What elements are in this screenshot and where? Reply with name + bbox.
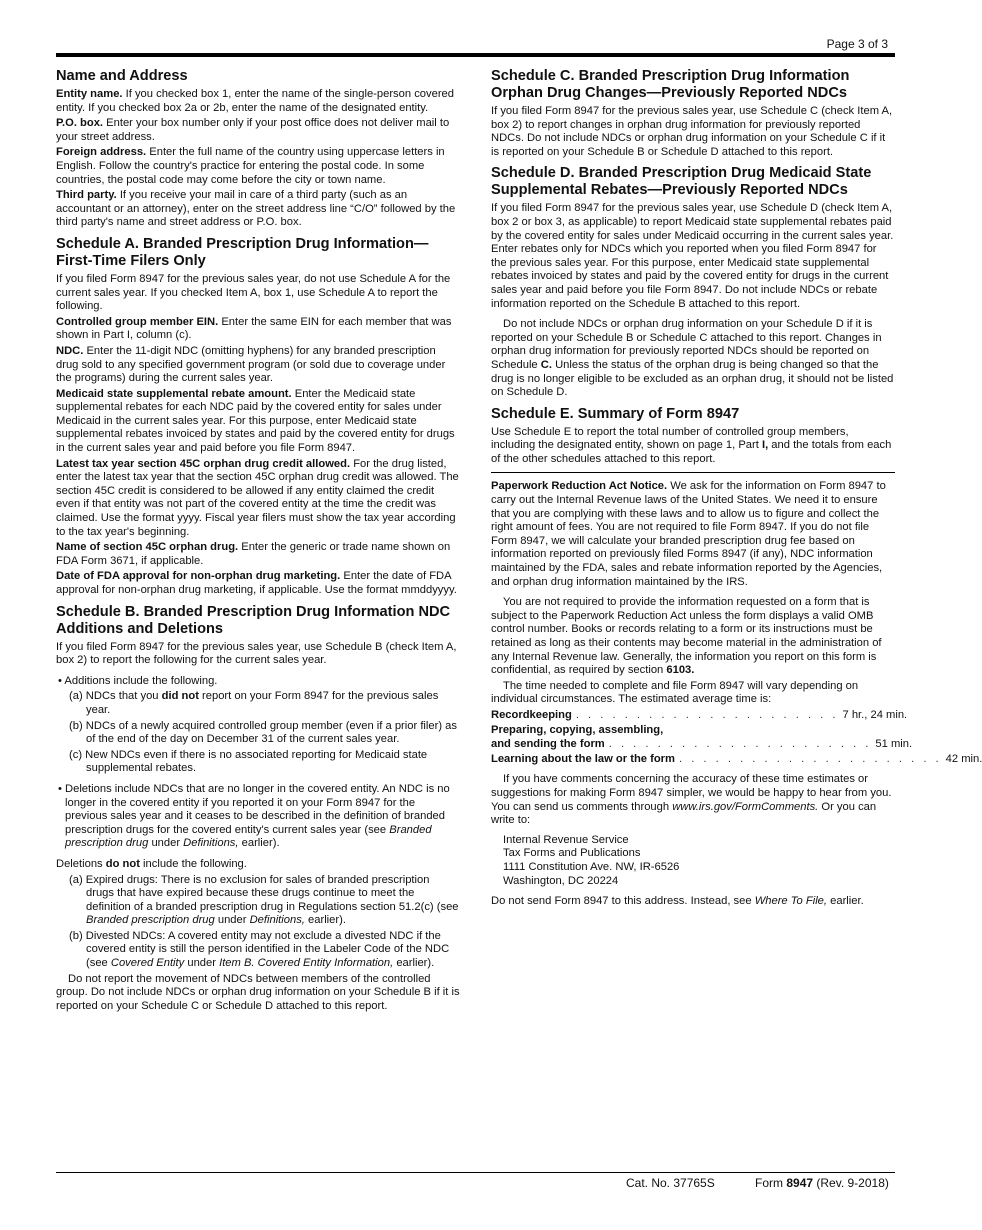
address-line: Tax Forms and Publications xyxy=(503,847,641,860)
bottom-rule xyxy=(56,1172,895,1173)
schedule-b-section xyxy=(56,604,460,1014)
comments-para: If you have comments concerning the accuracy of these time estimates or suggestions for making Form 8947 simpler, we would be happy to hear from you. You can send us comments through www.irs.gov/FormComments. Or you can write to: xyxy=(491,773,892,827)
ndc-para: NDC. Enter the 11-digit NDC (omitting hyphens) for any branded prescription drug sold to any specified government program (or sold due to coverage under the programs) during the current sales year. xyxy=(56,344,446,385)
final-note: Do not send Form 8947 to this address. Instead, see Where To File, earlier. xyxy=(491,895,864,908)
schedule-b-final-para: Do not report the movement of NDCs between members of the controlled group. Do not include NDCs or orphan drug information on your Schedule B if it is reported on your Schedule C or Schedule D attached to this report. xyxy=(56,972,460,1012)
deletions-not-include: Deletions do not include the following. xyxy=(56,857,247,870)
schedule-a-section xyxy=(56,236,460,598)
catalog-number: Cat. No. 37765S xyxy=(626,1176,715,1190)
schedule-d-heading: Schedule D. Branded Prescription Drug Medicaid State Supplemental Rebates—Previously Reported NDCs xyxy=(491,165,872,199)
schedule-e-section xyxy=(491,406,895,467)
additions-bullet: • Additions include the following. xyxy=(58,674,218,687)
page-number: Page 3 of 3 xyxy=(826,37,888,51)
section-divider xyxy=(491,472,895,473)
po-box-para: P.O. box. Enter your box number only if your post office does not deliver mail to your street address. xyxy=(56,117,450,143)
addition-a: (a) NDCs that you did not report on your Form 8947 for the previous sales year. xyxy=(69,690,439,716)
estimate-preparing: and sending the form . . . . . . . . . . . . . . . . . . . . . . 51 min. xyxy=(491,738,913,751)
name-address-heading: Name and Address xyxy=(56,68,188,84)
fda-approval-para: Date of FDA approval for non-orphan drug marketing. Enter the date of FDA approval for non-orphan drug marketing, if applicable. Use the format mmddyyyy. xyxy=(56,570,457,596)
ein-para: Controlled group member EIN. Enter the same EIN for each member that was shown in Part I, column (c). xyxy=(56,315,452,342)
deletions-bullet: • Deletions include NDCs that are no longer in the covered entity. An NDC is no longer in the covered entity if you reported it on your Form 8947 for the previous sales year and it ceases to be described in the definition of branded prescription drugs for the covered entity's current sales year (see Branded prescription drug under Definitions, earlier). xyxy=(58,782,450,850)
estimate-recordkeeping: Recordkeeping . . . . . . . . . . . . . . . . . . . . . . 7 hr., 24 min. xyxy=(491,708,908,721)
estimate-learning: Learning about the law or the form . . . . . . . . . . . . . . . . . . . . . . 42 min. xyxy=(491,752,982,765)
schedule-a-intro: If you filed Form 8947 for the previous sales year, do not use Schedule A for the current sales year. If you checked Item A, box 1, use Schedule A to report the following. xyxy=(56,272,451,313)
schedule-d-text2: Do not include NDCs or orphan drug information on your Schedule D if it is reported on your Schedule B or Schedule C attached to this report. Changes in orphan drug information for previously reported NDCs should be reported on Schedule C. Unless the status of the orphan drug is being changed so that the drug is no longer eligible to be excluded as an orphan drug, it should not be listed on Schedule D. xyxy=(491,318,894,399)
schedule-c-text: If you filed Form 8947 for the previous sales year, use Schedule C (check Item A, box 2) to report changes in orphan drug information for previously reported NDCs. Do not include NDCs or orphan drug information on your Schedule C if it is reported on your Schedule B or Schedule D attached to this report. xyxy=(491,105,893,158)
address-line: Internal Revenue Service xyxy=(503,833,629,846)
left-column xyxy=(56,68,460,1019)
pra-para-3: The time needed to complete and file Form 8947 will vary depending on individual circumstances. The estimated average time is: xyxy=(491,679,859,706)
address-line: Washington, DC 20224 xyxy=(503,874,619,887)
schedule-d-text1: If you filed Form 8947 for the previous sales year, use Schedule D (check Item A, box 2 or box 3, as applicable) to report Medicaid state supplemental rebates paid by the covered entity for sales under Medicaid occurring in the current sales year. Enter rebates only for NDCs which you reported when you filed Form 8947 for the previous sales year. For this purpose, enter Medicaid state supplemental rebates invoiced by states and paid by the covered entity for drugs in the current sales year and paid before you file Form 8947. Do not include NDCs or rebate information reported on the Schedule B attached to this report. xyxy=(491,202,894,310)
pra-para-2: You are not required to provide the information requested on a form that is subject to the Paperwork Reduction Act unless the form displays a valid OMB control number. Books or records relating to a form or its instructions must be retained as long as their contents may become material in the administration of any Internal Revenue law. Generally, the information you report on this form is confidential, as required by section 6103. xyxy=(491,596,882,677)
paperwork-notice-section xyxy=(491,480,982,908)
pra-para: Paperwork Reduction Act Notice. We ask for the information on Form 8947 to carry out the Internal Revenue laws of the United States. We need it to ensure that you are complying with these laws and to allow us to figure and collect the right amount of fees. You are not required to file Form 8947. If you do not file Form 8947, we will calculate your branded prescription drug fee based on information reported on previously filed Forms 8947 (if any), NDC information maintained by the FDA, sales and rebate information reported by the Agencies, and orphan drug information maintained by the IRS. xyxy=(491,480,886,588)
right-column xyxy=(491,68,982,911)
schedule-a-heading: Schedule A. Branded Prescription Drug Information—First-Time Filers Only xyxy=(56,235,429,269)
addition-b: (b) NDCs of a newly acquired controlled group member (even if a prior filer) as of the end of the day on December 31 of the current sales year. xyxy=(69,719,457,746)
schedule-c-section xyxy=(491,68,895,159)
addition-c: (c) New NDCs even if there is no associated reporting for Medicaid state supplemental rebates. xyxy=(69,748,428,775)
entity-name-para: Entity name. If you checked box 1, enter the name of the single-person covered entity. If you checked box 2a or 2b, enter the name of the designated entity. xyxy=(56,88,455,114)
schedule-d-section xyxy=(491,165,895,399)
schedule-b-heading: Schedule B. Branded Prescription Drug Information NDC Additions and Deletions xyxy=(56,603,451,637)
deletion-exclusion-b: (b) Divested NDCs: A covered entity may not exclude a divested NDC if the covered entity is still the person identified in the Labeler Code of the NDC (see Covered Entity under Item B. Covered Entity Information, earlier). xyxy=(69,929,450,970)
name-address-section xyxy=(56,68,460,230)
third-party-para: Third party. If you receive your mail in care of a third party (such as an accountant or an attorney), enter on the street address line “C/O” followed by the third party's name and street address or P.O. box. xyxy=(56,189,456,229)
top-rule xyxy=(56,53,895,57)
orphan-credit-para: Latest tax year section 45C orphan drug credit allowed. For the drug listed, enter the latest tax year that the section 45C orphan drug credit was allowed. The section 45C credit is considered to be allowed if any entity claimed the credit even if that entity was not part of the covered entity at the time the credit was claimed. Use the format yyyy. Fiscal year filers must show the tax year according to the tax year's beginning. xyxy=(56,457,459,538)
medicaid-para: Medicaid state supplemental rebate amount. Enter the Medicaid state supplemental rebates for each NDC paid by the covered entity for sales under Medicaid in the current sales year. For this purpose, enter Medicaid state supplemental rebates invoiced by states and paid by the covered entity for drugs in the current sales year and paid before you file Form 8947. xyxy=(56,387,455,455)
deletion-exclusion-a: (a) Expired drugs: There is no exclusion for sales of branded prescription drugs that have expired because these drugs continue to meet the definition of a branded prescription drug in Regulations section 51.2(c) (see Branded prescription drug under Definitions, earlier). xyxy=(69,873,459,927)
schedule-c-heading: Schedule C. Branded Prescription Drug Information Orphan Drug Changes—Previously Reported NDCs xyxy=(491,68,850,101)
schedule-e-text: Use Schedule E to report the total number of controlled group members, including the designated entity, shown on page 1, Part I, and the totals from each of the other schedules attached to this report. xyxy=(491,425,892,465)
foreign-address-para: Foreign address. Enter the full name of the country using uppercase letters in English. Follow the country's practice for entering the postal code. In some countries, the postal code may come before the city or town name. xyxy=(56,146,445,186)
schedule-e-heading: Schedule E. Summary of Form 8947 xyxy=(491,405,740,422)
address-line: 1111 Constitution Ave. NW, IR-6526 xyxy=(503,860,680,873)
irs-mailing-address xyxy=(503,834,895,888)
name-45c-para: Name of section 45C orphan drug. Enter the generic or trade name shown on FDA Form 3671, if applicable. xyxy=(56,541,451,567)
estimate-preparing-label: Preparing, copying, assembling, xyxy=(491,723,664,736)
schedule-b-intro: If you filed Form 8947 for the previous sales year, use Schedule B (check Item A, box 2) to report the following for the current sales year. xyxy=(56,640,457,667)
comments-url: www.irs.gov/FormComments. xyxy=(672,800,819,813)
form-number: Form 8947 (Rev. 9-2018) xyxy=(755,1176,889,1190)
